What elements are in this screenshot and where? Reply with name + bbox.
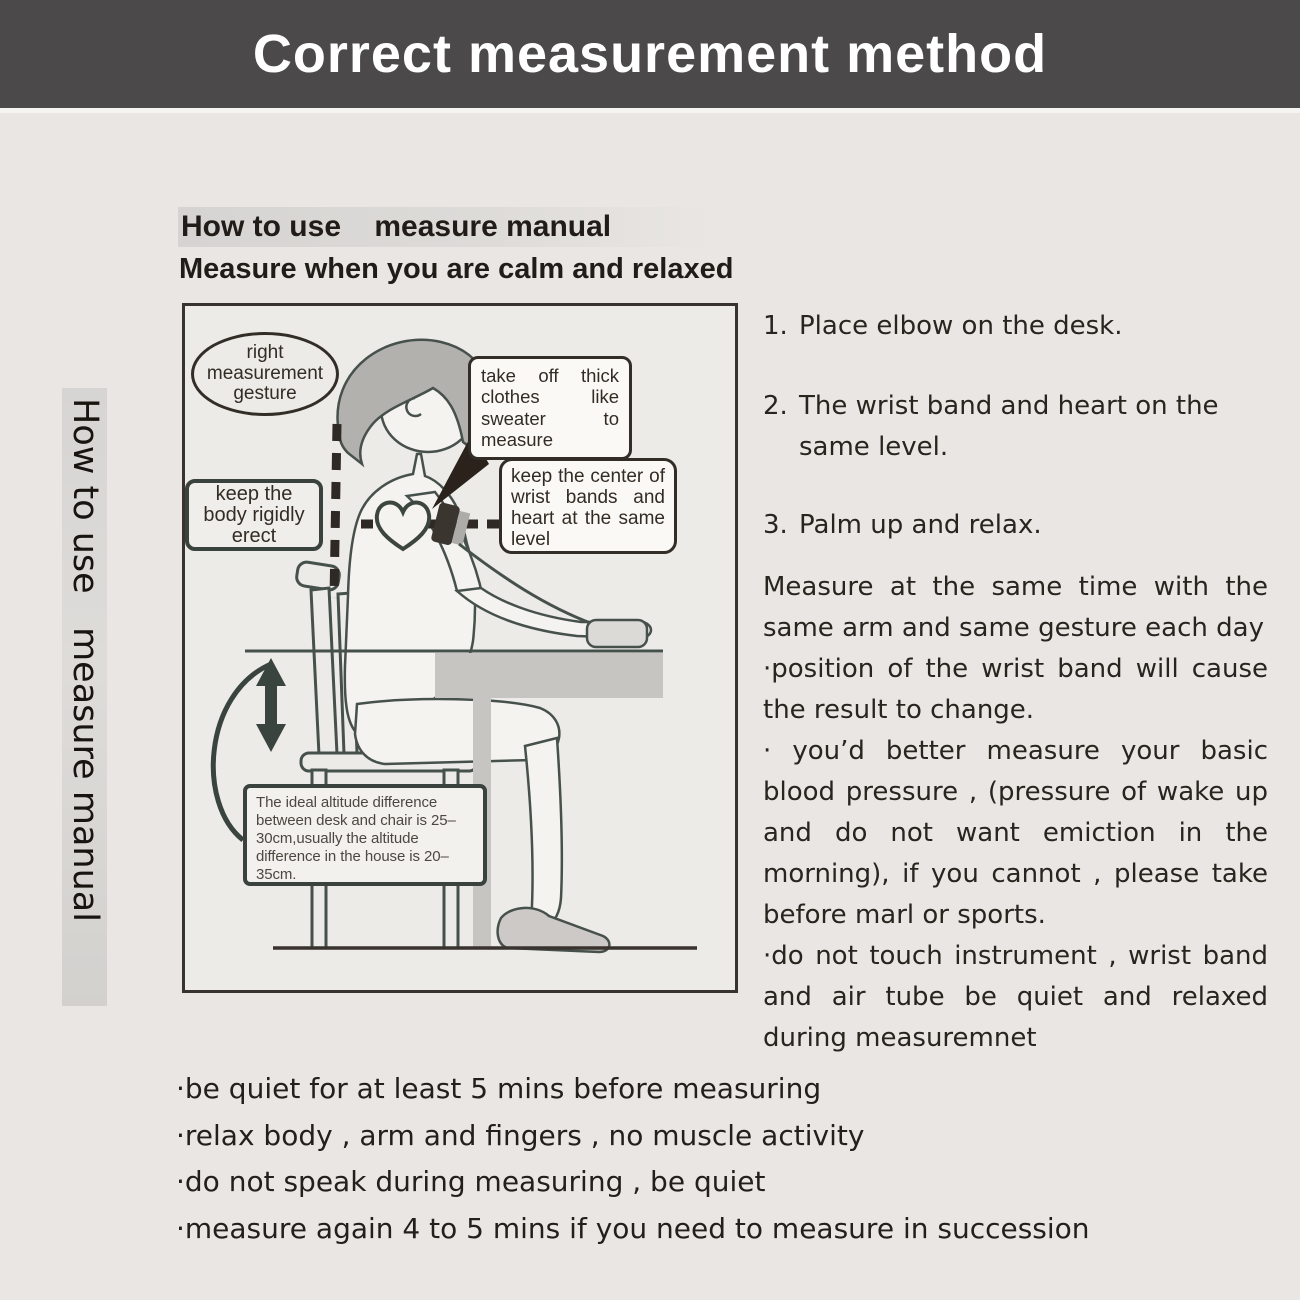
step-number: 1. bbox=[763, 311, 788, 341]
header-bar bbox=[0, 0, 1300, 108]
figure-panel bbox=[182, 303, 738, 993]
step-item bbox=[763, 386, 1268, 468]
callout-clothes: take off thick clothes like sweater to measure bbox=[468, 356, 632, 460]
footer-bullets bbox=[176, 1066, 1256, 1252]
bullet-line: ·relax body , arm and fingers , no muscle activity bbox=[176, 1118, 865, 1152]
callout-altitude: The ideal altitude difference between desk and chair is 25–30cm,usually the altitude difference in the house is 20–35cm. bbox=[243, 784, 487, 886]
step-text: Palm up and relax. bbox=[799, 510, 1042, 540]
spine-dashed-line bbox=[334, 424, 337, 598]
step-item bbox=[763, 505, 1268, 546]
note-paragraph: ·do not touch instrument , wrist band and air tube be quiet and relaxed during measuremnet bbox=[763, 941, 1268, 1053]
bullet-line: ·do not speak during measuring , be quiet bbox=[176, 1165, 766, 1198]
monitor-device bbox=[587, 620, 647, 647]
bullet-line: ·be quiet for at least 5 mins before measuring bbox=[176, 1072, 822, 1105]
header-divider bbox=[0, 108, 1300, 113]
note-paragraph: ·position of the wrist band will cause the result to change. bbox=[763, 654, 1268, 725]
page-title: Correct measurement method bbox=[252, 24, 1048, 84]
callout-erect: keep the body rigidly erect bbox=[185, 479, 323, 551]
callout-gesture: right measurement gesture bbox=[191, 332, 339, 416]
section-heading: How to use measure manual bbox=[178, 207, 712, 247]
note-paragraph: Measure at the same time with the same arm and same gesture each day bbox=[763, 572, 1268, 643]
step-item bbox=[763, 306, 1268, 347]
step-text: The wrist band and heart on the same level. bbox=[799, 391, 1219, 462]
section-subheading: Measure when you are calm and relaxed bbox=[179, 253, 734, 285]
side-vertical-label: How to use measure manual bbox=[65, 398, 105, 922]
bullet-line: ·measure again 4 to 5 mins if you need to measure in succession bbox=[176, 1211, 1090, 1245]
step-text: Place elbow on the desk. bbox=[799, 311, 1123, 341]
step-number: 3. bbox=[763, 510, 788, 540]
side-strip bbox=[62, 388, 107, 1006]
instructions-column bbox=[763, 306, 1268, 1059]
note-paragraph: · you’d better measure your basic blood pressure , (pressure of wake up and do not want emiction in the morning), if you cannot , please take before marl or sports. bbox=[763, 736, 1268, 930]
step-number: 2. bbox=[763, 391, 788, 421]
callout-wrist: keep the center of wrist bands and heart at the same level bbox=[499, 458, 677, 554]
